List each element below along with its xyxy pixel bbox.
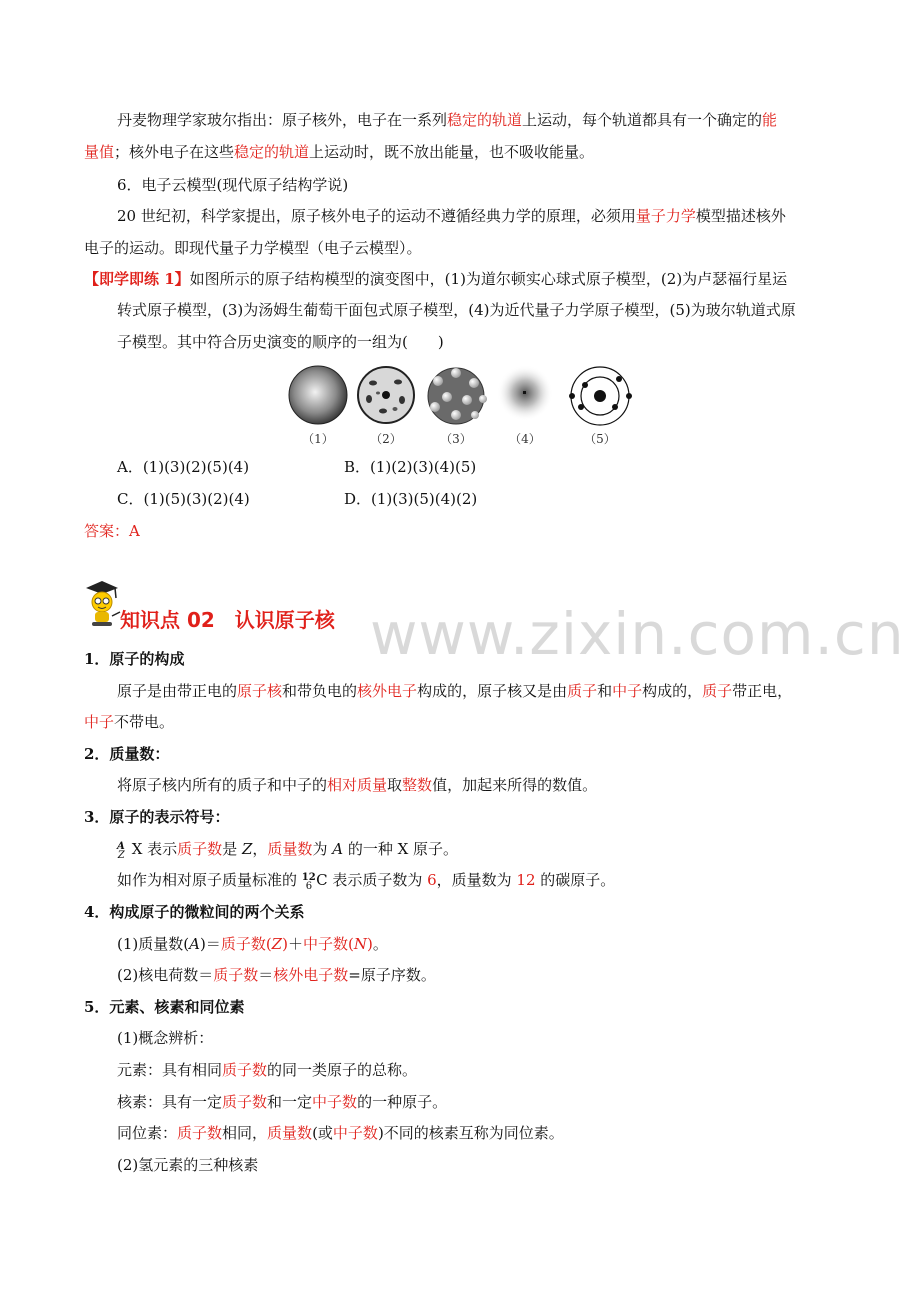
bohr-line-2: 量值；核外电子在这些稳定的轨道上运动时，既不放出能量，也不吸收能量。 xyxy=(84,143,595,161)
model-label-1: （1） xyxy=(302,432,334,446)
section-heading: 知识点 02 认识原子核 xyxy=(120,608,335,632)
thomson-model-icon xyxy=(428,368,487,424)
cloud-line-1: 20 世纪初，科学家提出，原子核外电子的运动不遵循经典力学的原理，必须用量子力学模型描述核外 xyxy=(117,207,786,225)
s5-nuclide-def: 核素：具有一定质子数和一定中子数的一种原子。 xyxy=(117,1093,448,1111)
watermark: www.zixin.com.cn xyxy=(370,600,905,668)
model-label-2: （2） xyxy=(370,432,402,446)
s5-isotope-def: 同位素：质子数相同，质量数(或中子数)不同的核素互称为同位素。 xyxy=(117,1124,564,1142)
s5-sub-2: (2)氢元素的三种核素 xyxy=(117,1156,259,1174)
s2-title: 2．质量数： xyxy=(84,745,170,763)
scholar-mascot-icon xyxy=(82,578,122,628)
s4-line-1: (1)质量数(A)＝质子数(Z)＋中子数(N)。 xyxy=(117,935,388,953)
model-label-4: （4） xyxy=(509,432,541,446)
bohr-model-icon xyxy=(569,367,632,425)
dalton-model-icon xyxy=(289,366,347,424)
s5-title: 5．元素、核素和同位素 xyxy=(84,998,245,1016)
s1-line-2: 中子不带电。 xyxy=(84,713,175,731)
s3-line-2: 如作为相对原子质量标准的 $^{12}_6$ C 表示质子数为 6，质量数为 12 的碳原子。 xyxy=(117,871,616,892)
exercise-tag: 【即学即练 1】 xyxy=(84,270,190,288)
atom-models-figure xyxy=(285,363,645,428)
s1-line-1: 原子是由带正电的原子核和带负电的核外电子构成的，原子核又是由质子和中子构成的，质子带正电， xyxy=(117,682,793,700)
bohr-line-1: 丹麦物理学家玻尔指出：原子核外，电子在一系列稳定的轨道上运动，每个轨道都具有一个确定的能 xyxy=(117,111,778,129)
model-label-3: （3） xyxy=(440,432,472,446)
exercise-line-3: 子模型。其中符合历史演变的顺序的一组为( ) xyxy=(117,333,444,351)
option-a: A．(1)(3)(2)(5)(4) xyxy=(117,458,250,476)
quantum-cloud-model-icon xyxy=(497,365,553,421)
s4-line-2: (2)核电荷数＝质子数＝核外电子数=原子序数。 xyxy=(117,966,436,984)
cloud-line-2: 电子的运动。即现代量子力学模型（电子云模型）。 xyxy=(84,239,422,257)
model-label-5: （5） xyxy=(584,432,616,446)
s5-element-def: 元素：具有相同质子数的同一类原子的总称。 xyxy=(117,1061,418,1079)
s2-line: 将原子核内所有的质子和中子的相对质量取整数值，加起来所得的数值。 xyxy=(117,776,598,794)
s5-sub-1: (1)概念辨析： xyxy=(117,1029,214,1047)
rutherford-model-icon xyxy=(358,367,414,423)
answer: 答案：A xyxy=(84,522,140,540)
option-c: C．(1)(5)(3)(2)(4) xyxy=(117,490,250,508)
s1-title: 1．原子的构成 xyxy=(84,650,185,668)
option-b: B．(1)(2)(3)(4)(5) xyxy=(344,458,477,476)
s4-title: 4．构成原子的微粒间的两个关系 xyxy=(84,903,305,921)
item-6-title: 6．电子云模型(现代原子结构学说) xyxy=(117,176,349,194)
s3-line-1: $^A_Z$ X 表示质子数是 Z，质量数为 A 的一种 X 原子。 xyxy=(117,840,459,861)
exercise-line-1: 【即学即练 1】如图所示的原子结构模型的演变图中，(1)为道尔顿实心球式原子模型，(2)为卢瑟福行星运 xyxy=(84,270,788,288)
s3-title: 3．原子的表示符号： xyxy=(84,808,230,826)
exercise-line-2: 转式原子模型，(3)为汤姆生葡萄干面包式原子模型，(4)为近代量子力学原子模型，(5)为玻尔轨道式原 xyxy=(117,301,796,319)
option-d: D．(1)(3)(5)(4)(2) xyxy=(344,490,478,508)
